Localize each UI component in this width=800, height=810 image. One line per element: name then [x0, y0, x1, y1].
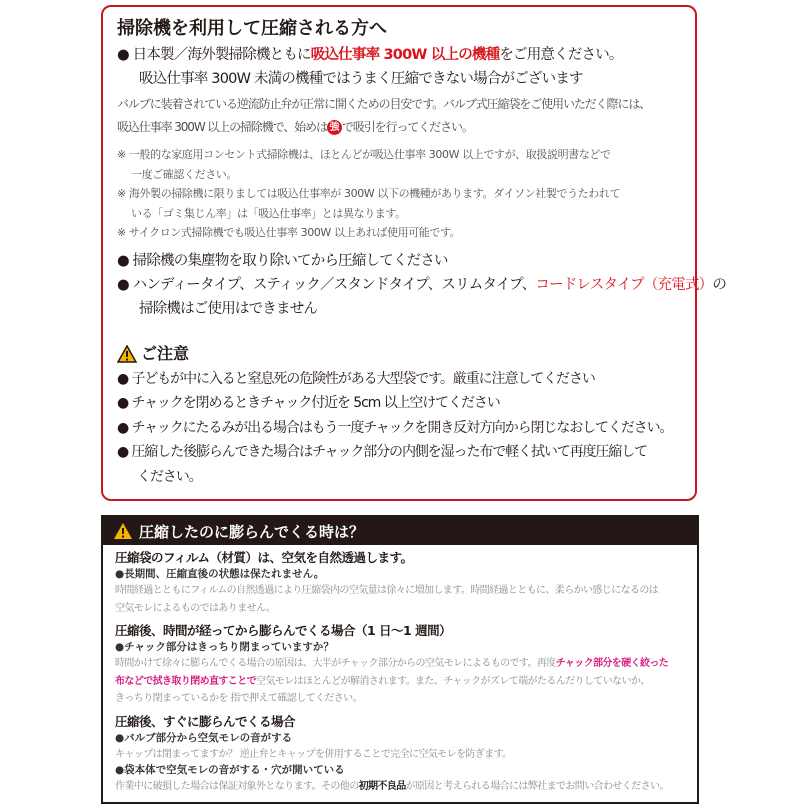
- text: 吸込仕事率 300W 未満の機種ではうまく圧縮できない場合がございます: [139, 71, 583, 87]
- text: 空気モレはほとんどが解消されます。また、チャックがズレて端がたるんだりしていないか、: [256, 675, 650, 687]
- text: ● 日本製／海外製掃除機ともに: [117, 47, 311, 63]
- caution-item: ● 子どもが中に入ると窒息死の危険性がある大型袋です。厳重に注意してください: [117, 370, 595, 387]
- valve-explanation: [117, 93, 683, 139]
- caution-item: ● チャックを閉めるときチャック付近を 5cm 以上空けてください: [117, 395, 500, 411]
- highlight-text: チャック部分を硬く絞った: [555, 658, 669, 669]
- subsection-point: ●バルブ部分から空気モレの音がする: [115, 731, 293, 744]
- note: ※ 一般的な家庭用コンセント式掃除機は、ほとんどが吸込仕事率 300W 以上ですが、取扱説明書などで: [117, 148, 611, 161]
- caution-item: ● チャックにたるみが出る場合はもう一度チャックを開き反対方向から閉じなおしてください。: [117, 419, 673, 436]
- highlight-text: 吸込仕事率 300W 以上の機種: [310, 47, 500, 63]
- warning-icon: [117, 345, 137, 363]
- text: をご用意ください。: [499, 47, 623, 63]
- subsection-title: 圧縮後、すぐに膨らんでくる場合: [115, 713, 296, 729]
- subsection-point: ●チャック部分はきっちり閉まっていますか？: [115, 641, 334, 653]
- highlight-text: 初期不良品: [358, 781, 406, 792]
- swelling-title: 圧縮したのに膨らんでくる時は？: [139, 522, 365, 541]
- text: きっちり閉まっているかを 指で押えて確認してください。: [115, 693, 362, 704]
- highlight-text: コードレスタイプ（充電式）: [535, 276, 713, 293]
- subsection-point: ●袋本体で空気モレの音がする・穴が開いている: [115, 764, 345, 776]
- caution-list: [117, 367, 683, 490]
- vacuum-usage-panel: [101, 5, 727, 501]
- text: 時間経過とともにフィルムの自然透過により圧縮袋内の空気量は徐々に増加します。時間経過とともに、柔らかい感じになるのは: [115, 585, 659, 596]
- text: 作業中に破損した場合は保証対象外となります。その他の: [115, 781, 359, 792]
- subsection-point: ●長期間、圧縮直後の状態は保たれません。: [115, 568, 325, 580]
- text: が原因と考えられる場合には弊社までお問い合わせください。: [405, 781, 669, 792]
- text: の: [712, 276, 727, 293]
- text: ● ハンディータイプ、スティック／スタンドタイプ、スリムタイプ、: [117, 276, 536, 293]
- text: キャップは閉まってますか？ 逆止弁とキャップを併用することで完全に空気モレを防ぎます。: [115, 748, 512, 760]
- notes-list: [117, 145, 683, 243]
- note: ※ 海外製の掃除機に限りましては吸込仕事率が 300W 以下の機種があります。ダイソン社製でうたわれて: [117, 187, 621, 200]
- swelling-header: [103, 517, 697, 545]
- subsection-title: 圧縮袋のフィルム（材質）は、空気を自然透過します。: [115, 550, 413, 565]
- vacuum-bullets: [117, 249, 727, 321]
- swelling-panel: [101, 515, 699, 804]
- section-title: 掃除機を利用して圧縮される方へ: [117, 18, 387, 39]
- caution-item: ください。: [137, 468, 202, 485]
- text: 空気モレによるものではありません。: [115, 602, 276, 614]
- subsection-title: 圧縮後、時間が経ってから膨らんでくる場合（1 日〜1 週間）: [115, 623, 452, 638]
- text: バルブに装着されている逆流防止弁が正常に開くための目安です。バルブ式圧縮袋をご使用いただく際には、: [117, 97, 651, 111]
- text: で吸引を行ってください。: [341, 120, 473, 134]
- text: 掃除機はご使用はできません: [139, 300, 318, 317]
- highlight-text: 布などで拭き取り閉め直すことで: [115, 675, 256, 687]
- caution-title: ご注意: [141, 343, 190, 363]
- vacuum-requirement-bullet: [117, 43, 683, 91]
- note: 一度ご確認ください。: [131, 167, 237, 181]
- warning-icon: [113, 522, 133, 540]
- strong-setting-badge: 強: [327, 120, 342, 135]
- note: ※ サイクロン式掃除機でも吸込仕事率 300W 以上あれば使用可能です。: [117, 226, 461, 239]
- text: 吸込仕事率 300W 以上の掃除機で、始めは: [117, 120, 327, 134]
- caution-item: ● 圧縮した後膨らんできた場合はチャック部分の内側を湿った布で軽く拭いて再度圧縮して: [117, 444, 648, 460]
- note: いる「ゴミ集じん率」は「吸込仕事率」とは異なります。: [131, 206, 406, 220]
- bullet: ● 掃除機の集塵物を取り除いてから圧縮してください: [117, 252, 448, 269]
- caution-heading: [117, 341, 683, 367]
- text: 時間かけて徐々に膨らんでくる場合の原因は、大半がチャック部分からの空気モレによるものです。再度: [115, 658, 556, 669]
